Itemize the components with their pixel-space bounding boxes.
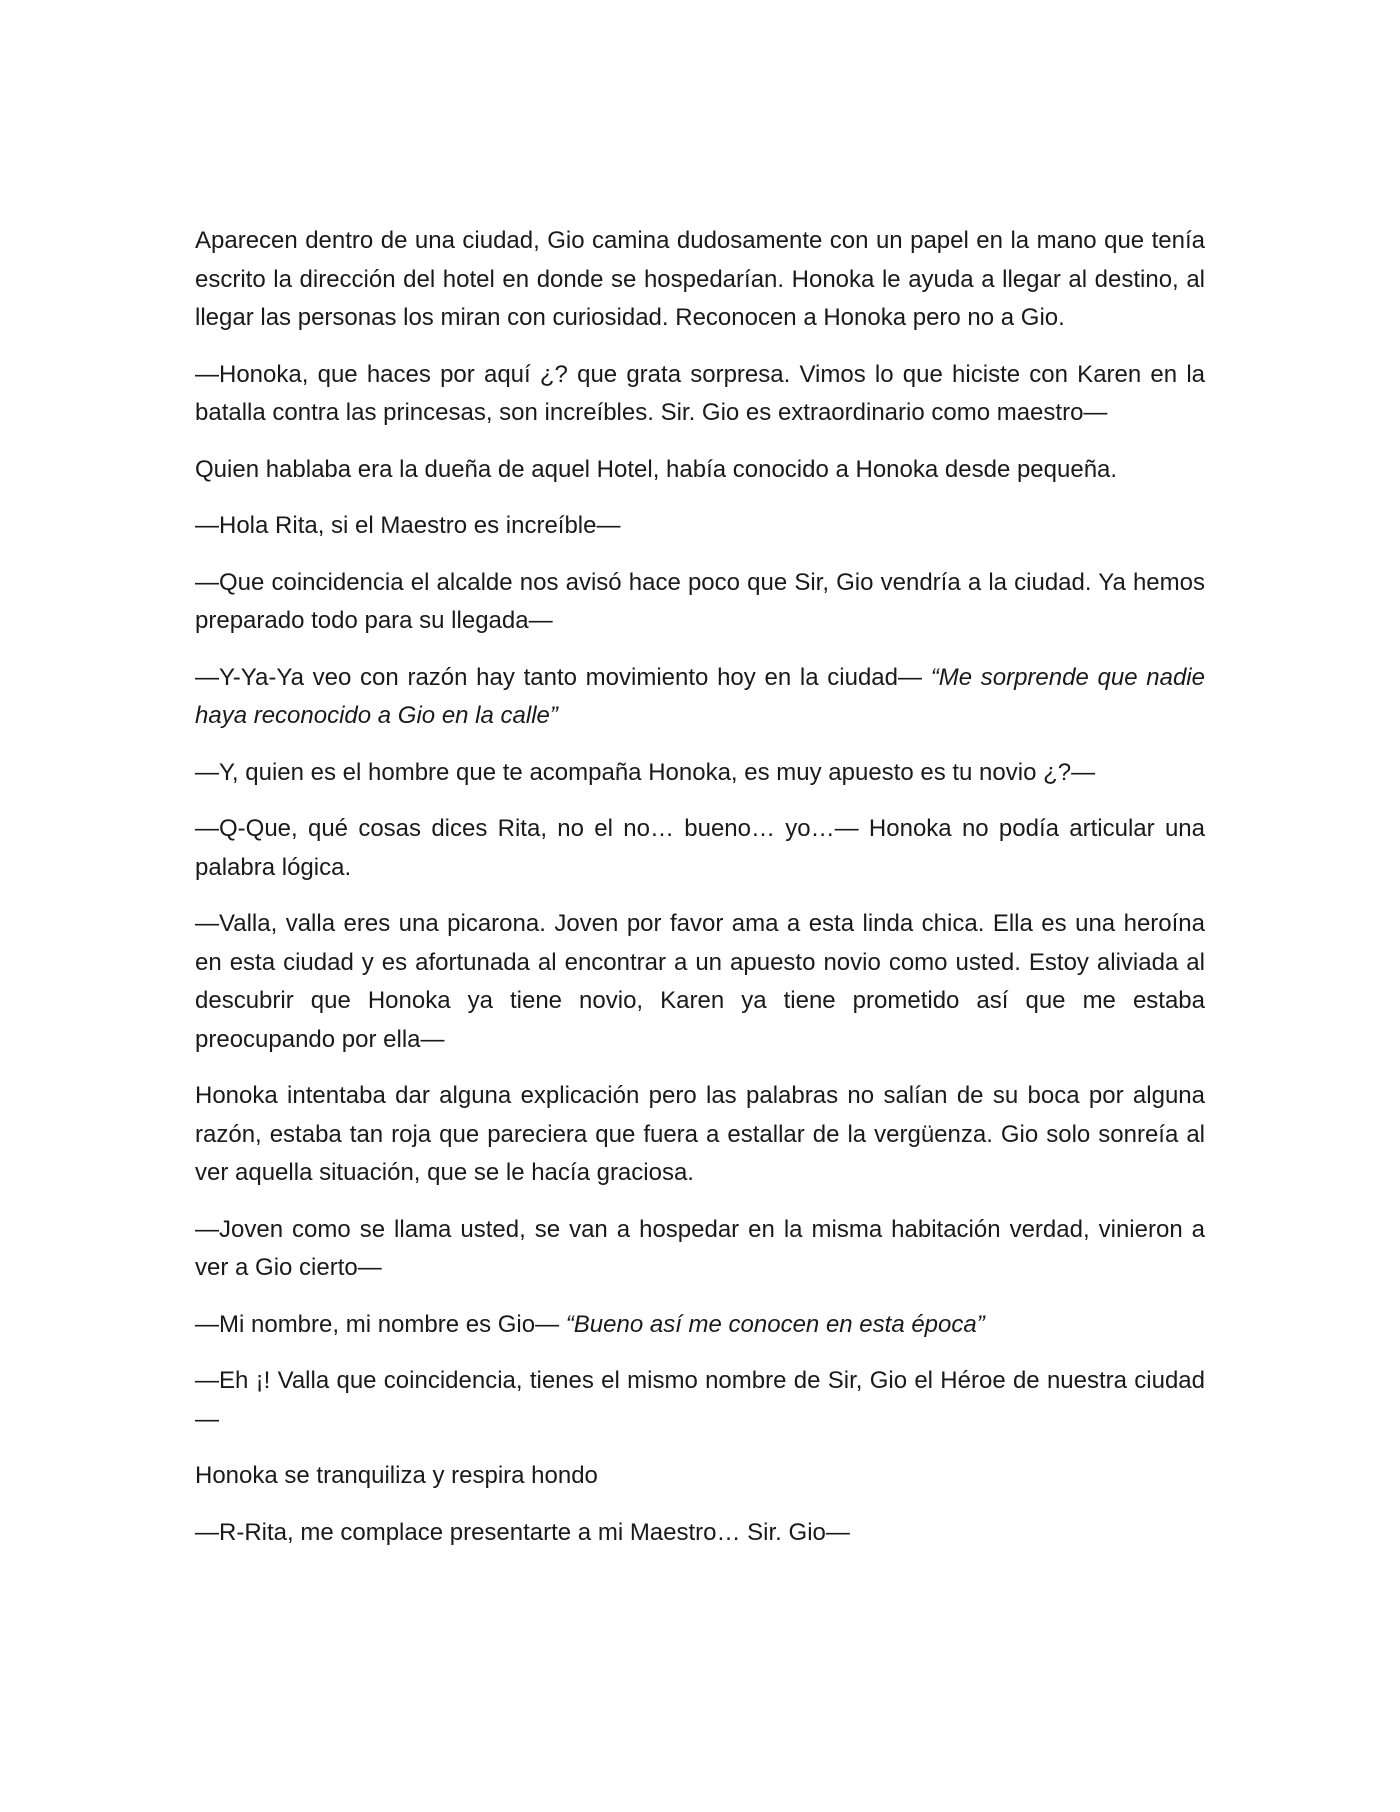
paragraph-13: [195, 1362, 1205, 1439]
paragraph-12: [195, 1306, 1205, 1345]
paragraph-text: Honoka se tranquiliza y respira hondo: [195, 1462, 598, 1489]
paragraph-text: —Hola Rita, si el Maestro es increíble—: [195, 512, 621, 539]
paragraph-text: —Joven como se llama usted, se van a hospedar en la misma habitación verdad, vinieron a ver a Gio cierto—: [195, 1215, 1205, 1281]
paragraph-text: —Q-Que, qué cosas dices Rita, no el no… bueno… yo…— Honoka no podía articular una palabra lógica.: [195, 815, 1205, 881]
paragraph-6: [195, 659, 1205, 736]
paragraph-9: [195, 905, 1205, 1059]
paragraph-14: [195, 1457, 1205, 1496]
paragraph-text: —Eh ¡! Valla que coincidencia, tienes el mismo nombre de Sir, Gio el Héroe de nuestra ciudad—: [195, 1367, 1205, 1433]
paragraph-text: —Y-Ya-Ya veo con razón hay tanto movimiento hoy en la ciudad—: [195, 663, 931, 691]
paragraph-text: —Y, quien es el hombre que te acompaña Honoka, es muy apuesto es tu novio ¿?—: [195, 758, 1096, 786]
paragraph-italic-thought: “Me sorprende que nadie haya reconocido a Gio en la calle”: [195, 663, 1205, 729]
paragraph-10: [195, 1077, 1205, 1193]
paragraph-15: [195, 1514, 1205, 1553]
paragraph-11: [195, 1211, 1205, 1288]
paragraph-text: Quien hablaba era la dueña de aquel Hotel, había conocido a Honoka desde pequeña.: [195, 455, 1118, 483]
paragraph-text: —Mi nombre, mi nombre es Gio—: [195, 1310, 566, 1338]
paragraph-3: [195, 451, 1205, 490]
paragraph-text: —R-Rita, me complace presentarte a mi Maestro… Sir. Gio—: [195, 1518, 850, 1546]
paragraph-text: Honoka intentaba dar alguna explicación pero las palabras no salían de su boca por alguna razón, estaba tan roja que pareciera que fuera a estallar de la vergüenza. Gio solo sonreía al ver aquella situación, que se le hacía graciosa.: [195, 1082, 1205, 1186]
document-page: [195, 222, 1205, 1570]
paragraph-4: [195, 507, 1205, 546]
paragraph-text: —Valla, valla eres una picarona. Joven por favor ama a esta linda chica. Ella es una heroína en esta ciudad y es afortunada al encontrar a un apuesto novio como usted. Estoy aliviada al descubrir que Honoka ya tiene novio, Karen ya tiene prometido así que me estaba preocupando por ella—: [195, 910, 1205, 1053]
paragraph-italic-thought: “Bueno así me conocen en esta época”: [565, 1310, 985, 1338]
paragraph-text: Aparecen dentro de una ciudad, Gio camina dudosamente con un papel en la mano que tenía escrito la dirección del hotel en donde se hospedarían. Honoka le ayuda a llegar al destino, al llegar las personas los miran con curiosidad. Reconocen a Honoka pero no a Gio.: [195, 227, 1205, 331]
paragraph-7: [195, 754, 1205, 793]
paragraph-1: [195, 222, 1205, 338]
paragraph-8: [195, 810, 1205, 887]
paragraph-2: [195, 356, 1205, 433]
paragraph-text: —Honoka, que haces por aquí ¿? que grata sorpresa. Vimos lo que hiciste con Karen en la batalla contra las princesas, son increíbles. Sir. Gio es extraordinario como maestro—: [195, 360, 1205, 426]
paragraph-text: —Que coincidencia el alcalde nos avisó hace poco que Sir, Gio vendría a la ciudad. Ya hemos preparado todo para su llegada—: [195, 568, 1205, 634]
paragraph-5: [195, 564, 1205, 641]
